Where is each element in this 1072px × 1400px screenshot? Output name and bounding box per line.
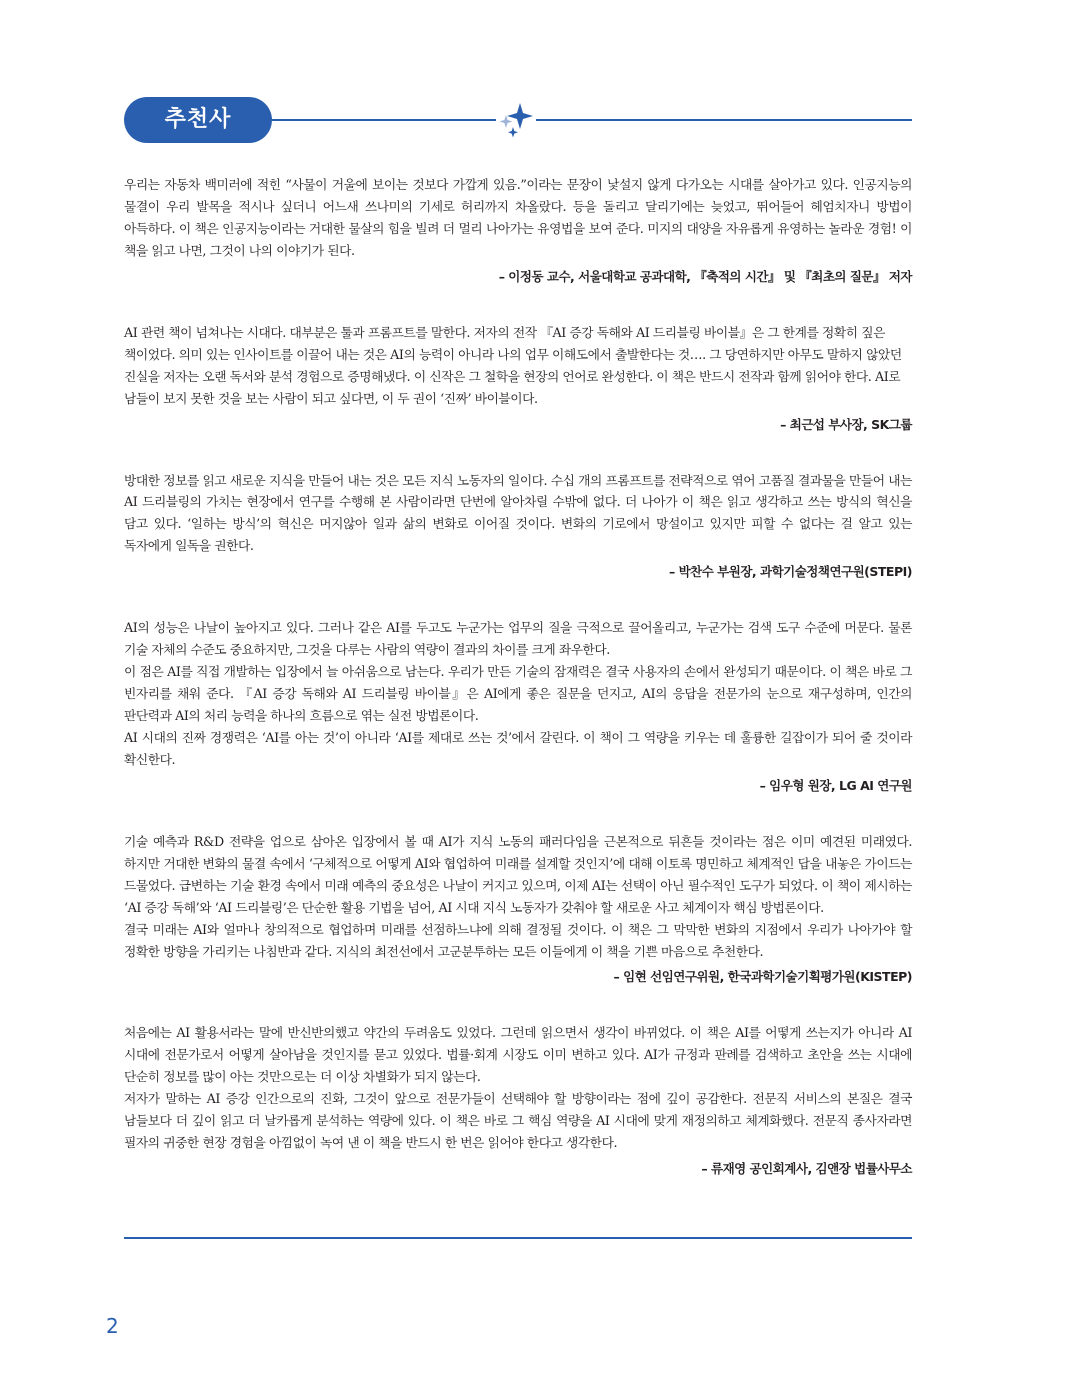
recommendation-text: AI 관련 책이 넘쳐나는 시대다. 대부분은 툴과 프롬프트를 말한다. 저자의 전작 『AI 증강 독해와 AI 드리블링 바이블』은 그 한계를 정확히 짚은 책이었다. 의미 있는 인사이트를 이끌어 내는 것은 AI의 능력이 아니라 나의 업무 이해도에서 출발한다는 것…. 그 당연하지만 아무도 말하지 않았던 진실을 저자는 오랜 독서와 분석 경험으로 증명해냈다. 이 신작은 그 철학을 현장의 언어로 완성한다. 이 책은 반드시 전작과 함께 읽어야 한다. AI로 남들이 보지 못한 것을 보는 사람이 되고 싶다면, 이 두 권이 ‘진짜’ 바이블이다. bbox=[124, 325, 902, 407]
recommendation-4 bbox=[124, 618, 912, 798]
recommendation-2 bbox=[124, 323, 912, 437]
recommendation-attribution: – 이정동 교수, 서울대학교 공과대학, 『축적의 시간』 및 『최초의 질문』 저자 bbox=[498, 268, 912, 284]
recommendation-text: AI의 성능은 나날이 높아지고 있다. 그러나 같은 AI를 두고도 누군가는 업무의 질을 극적으로 끌어올리고, 누군가는 검색 도구 수준에 머문다. 물론 기술 자체의 수준도 중요하지만, 그것을 다루는 사람의 역량이 결과의 차이를 크게 좌우한다. bbox=[124, 621, 912, 659]
page-number: 2 bbox=[106, 1314, 119, 1338]
recommendation-text: 결국 미래는 AI와 얼마나 창의적으로 협업하며 미래를 선점하느냐에 의해 결정될 것이다. 이 책은 그 막막한 변화의 지점에서 우리가 나아가야 할 정확한 방향을 가리키는 나침반과 같다. 지식의 최전선에서 고군분투하는 모든 이들에게 이 책을 기쁜 마음으로 추천한다. bbox=[124, 922, 912, 960]
recommendation-text: 저자가 말하는 AI 증강 인간으로의 진화, 그것이 앞으로 전문가들이 선택해야 할 방향이라는 점에 깊이 공감한다. 전문직 서비스의 본질은 결국 남들보다 더 깊이 읽고 더 날카롭게 분석하는 역량에 있다. 이 책은 바로 그 핵심 역량을 AI 시대에 맞게 재정의하고 체계화했다. 전문직 종사자라면 필자의 귀중한 현장 경험을 아낌없이 녹여 낸 이 책을 반드시 한 번은 읽어야 한다고 생각한다. bbox=[124, 1092, 912, 1152]
recommendation-text: AI 시대의 진짜 경쟁력은 ‘AI를 아는 것’이 아니라 ‘AI를 제대로 쓰는 것’에서 갈린다. 이 책이 그 역량을 키우는 데 훌륭한 길잡이가 되어 줄 것이라 확신한다. bbox=[124, 730, 912, 768]
recommendation-text: 처음에는 AI 활용서라는 말에 반신반의했고 약간의 두려움도 있었다. 그런데 읽으면서 생각이 바뀌었다. 이 책은 AI를 어떻게 쓰는지가 아니라 AI 시대에 전문가로서 어떻게 살아남을 것인지를 묻고 있었다. 법률·회계 시장도 이미 변하고 있다. AI가 규정과 판례를 검색하고 초안을 쓰는 시대에 단순히 정보를 많이 아는 것만으로는 더 이상 차별화가 되지 않는다. bbox=[124, 1026, 912, 1086]
recommendation-text-row bbox=[124, 323, 912, 411]
header-rule-right bbox=[570, 119, 912, 121]
section-title: 추천사 bbox=[124, 97, 272, 143]
recommendation-attribution: – 류재영 공인회계사, 김앤장 법률사무소 bbox=[701, 1161, 912, 1177]
header-rule-left bbox=[272, 119, 590, 121]
recommendation-attribution: – 최근섭 부사장, SK그룹 bbox=[780, 416, 912, 432]
recommendation-1 bbox=[124, 175, 912, 289]
recommendation-text: 기술 예측과 R&D 전략을 업으로 삼아온 입장에서 볼 때 AI가 지식 노동의 패러다임을 근본적으로 뒤흔들 것이라는 점은 이미 예견된 미래였다. 하지만 거대한 변화의 물결 속에서 ‘구체적으로 어떻게 AI와 협업하여 미래를 설계할 것인지’에 대해 이토록 명민하고 체계적인 답을 내놓은 가이드는 드물었다. 급변하는 기술 환경 속에서 미래 예측의 중요성은 나날이 커지고 있으며, 이제 AI는 선택이 아닌 필수적인 도구가 되었다. 이 책이 제시하는 ‘AI 증강 독해’와 ‘AI 드리블링’은 단순한 활용 기법을 넘어, AI 시대 지식 노동자가 갖춰야 할 새로운 사고 체계이자 핵심 방법론이다. bbox=[124, 834, 912, 916]
recommendation-attribution: – 임우형 원장, LG AI 연구원 bbox=[759, 777, 912, 793]
recommendation-6 bbox=[124, 1023, 912, 1181]
recommendation-text: 우리는 자동차 백미러에 적힌 “사물이 거울에 보이는 것보다 가깝게 있음.”이라는 문장이 낯설지 않게 다가오는 시대를 살아가고 있다. 인공지능의 물결이 우리 발목을 적시나 싶더니 어느새 쓰나미의 기세로 허리까지 차올랐다. 등을 돌리고 달리기에는 늦었고, 뛰어들어 헤엄치자니 방법이 아득하다. 이 책은 인공지능이라는 거대한 물살의 힘을 빌려 더 멀리 나아가는 유영법을 보여 준다. 미지의 대양을 자유롭게 유영하는 놀라운 경험! 이 책을 읽고 나면, 그것이 나의 이야기가 된다. bbox=[124, 178, 912, 259]
bottom-rule bbox=[124, 1237, 912, 1239]
sparkle-icon bbox=[496, 101, 536, 139]
recommendation-attribution: – 임현 선임연구위원, 한국과학기술기획평가원(KISTEP) bbox=[613, 969, 912, 985]
recommendation-3 bbox=[124, 471, 912, 585]
recommendation-text: 방대한 정보를 읽고 새로운 지식을 만들어 내는 것은 모든 지식 노동자의 일이다. 수십 개의 프롬프트를 전략적으로 엮어 고품질 결과물을 만들어 내는 AI 드리블링의 가치는 현장에서 연구를 수행해 본 사람이라면 단번에 알아차릴 수밖에 없다. 더 나아가 이 책은 읽고 생각하고 쓰는 방식의 혁신을 담고 있다. ‘일하는 방식’의 혁신은 머지않아 일과 삶의 변화로 이어질 것이다. 변화의 기로에서 망설이고 있지만 피할 수 없다는 걸 알고 있는 독자에게 일독을 권한다. bbox=[124, 473, 912, 555]
recommendation-text: 이 점은 AI를 직접 개발하는 입장에서 늘 아쉬움으로 남는다. 우리가 만든 기술의 잠재력은 결국 사용자의 손에서 완성되기 때문이다. 이 책은 바로 그 빈자리를 채워 준다. 『AI 증강 독해와 AI 드리블링 바이블』은 AI에게 좋은 질문을 던지고, AI의 응답을 전문가의 눈으로 재구성하며, 인간의 판단력과 AI의 처리 능력을 하나의 흐름으로 엮는 실전 방법론이다. bbox=[124, 665, 912, 724]
recommendation-list bbox=[124, 175, 912, 1215]
recommendation-5 bbox=[124, 832, 912, 990]
section-header bbox=[124, 97, 912, 143]
recommendation-attribution: – 박찬수 부원장, 과학기술정책연구원(STEPI) bbox=[669, 564, 912, 580]
